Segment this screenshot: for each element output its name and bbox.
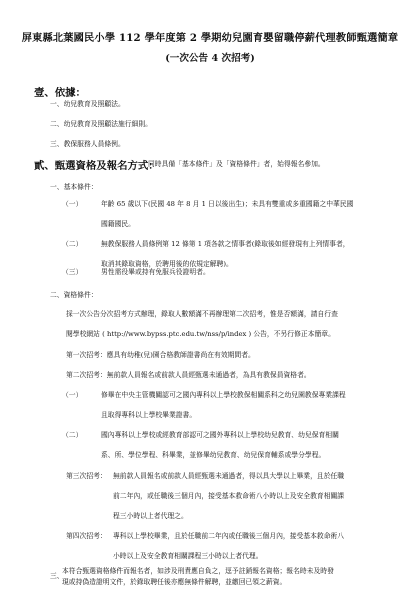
section-1-item: 二、幼兒教育及照顧法施行細則。 [50,120,152,128]
basic-item-1: 年齡 65 歲以下(民國 48 年 8 月 1 日以後出生)；未具有雙重或多重國籍之中華民國 國籍國民。 [101,200,354,228]
qualification-intro: 採一次公告分次招考方式辦理，錄取人數額滿不再辦理第二次招考，惟是否額滿，請自行查 閱學校網站 ( http://www.bypss.ptc.edu.tw/nss/p/index ) 公告，不另行修正本簡章。 [66,310,338,338]
round-4: 專科以上學校畢業，且於任職前二年內或任職後三個月內，接受基本救命術八 小時以上及安全教育相關課程三小時以上者代理。 [113,532,345,560]
section-1-heading: 壹、依據： [34,87,86,99]
round-3-label: 第三次招考： [66,472,107,480]
round-2-sub-number: （一） [62,391,83,399]
round-1: 第一次招考：應具有幼稚(兒)園合格教師證書尚在有效期間者。 [66,351,255,359]
section-2-heading: 貳、甄選資格及報名方式： [34,160,159,172]
round-2: 第二次招考：無前款人員報名或前款人員經甄選未通過者，為具有教保員資格者。 [66,371,311,379]
basic-item-3: 男性需役畢或持有免服兵役證明者。 [101,268,210,276]
document-subtitle: (一次公告 4 次招考) [165,53,255,64]
round-3: 無前款人員報名或前款人員經甄選未通過者，得以具大學以上畢業，且於任職 前二年內，或任職後三個月內，接受基本救命術八小時以上及安全教育相關課 程三小時以上者代理之。 [113,472,345,520]
section-1-item: 三、教保服務人員條例。 [50,140,125,148]
item-3-number: 三、 [50,572,64,580]
basic-item-2: 無教保服務人員條例第 12 條第 1 項各款之情事者(錄取後如經發現有上列情事者， 取消其錄取資格，於聘用後的依規定解聘)。 [101,240,350,268]
round-2-sub-2: 國內專科以上學校或經教育部認可之國外專科以上學校幼兒教育、幼兒保育相關 系、所、學位學程、科畢業，並修畢幼兒教育、幼兒保育輔系或學分學程。 [101,431,339,459]
basic-item-number: （二） [62,240,83,248]
round-4-label: 第四次招考： [66,532,107,540]
round-2-sub-1: 修畢在中央主管機關認可之國內專科以上學校教保相關系科之幼兒園教保專業課程 且取得專科以上學校畢業證書。 [101,391,346,419]
item-3: 本符合甄選資格條件而報名者，如涉及刑責應自負之，逕予註銷報名資格；報名時未及時發 現或持偽造證明文件，於錄取聘任後亦應無條件解聘，並繳回已領之薪資。 [62,567,334,586]
basic-item-number: （三） [62,268,83,276]
section-1-item: 一、幼兒教育及照顧法。 [50,100,125,108]
round-2-sub-number: （二） [62,431,83,439]
basic-conditions-heading: 一、基本條件： [50,183,98,191]
basic-item-number: （一） [62,200,83,208]
document-title: 屏東縣北葉國民小學 112 學年度第 2 學期幼兒園育嬰留職停薪代理教師甄選簡章 [21,32,399,44]
qualification-heading: 二、資格條件： [50,291,98,299]
section-2-intro: 同時具備「基本條件」及「資格條件」者，始得報名參加。 [148,160,325,168]
